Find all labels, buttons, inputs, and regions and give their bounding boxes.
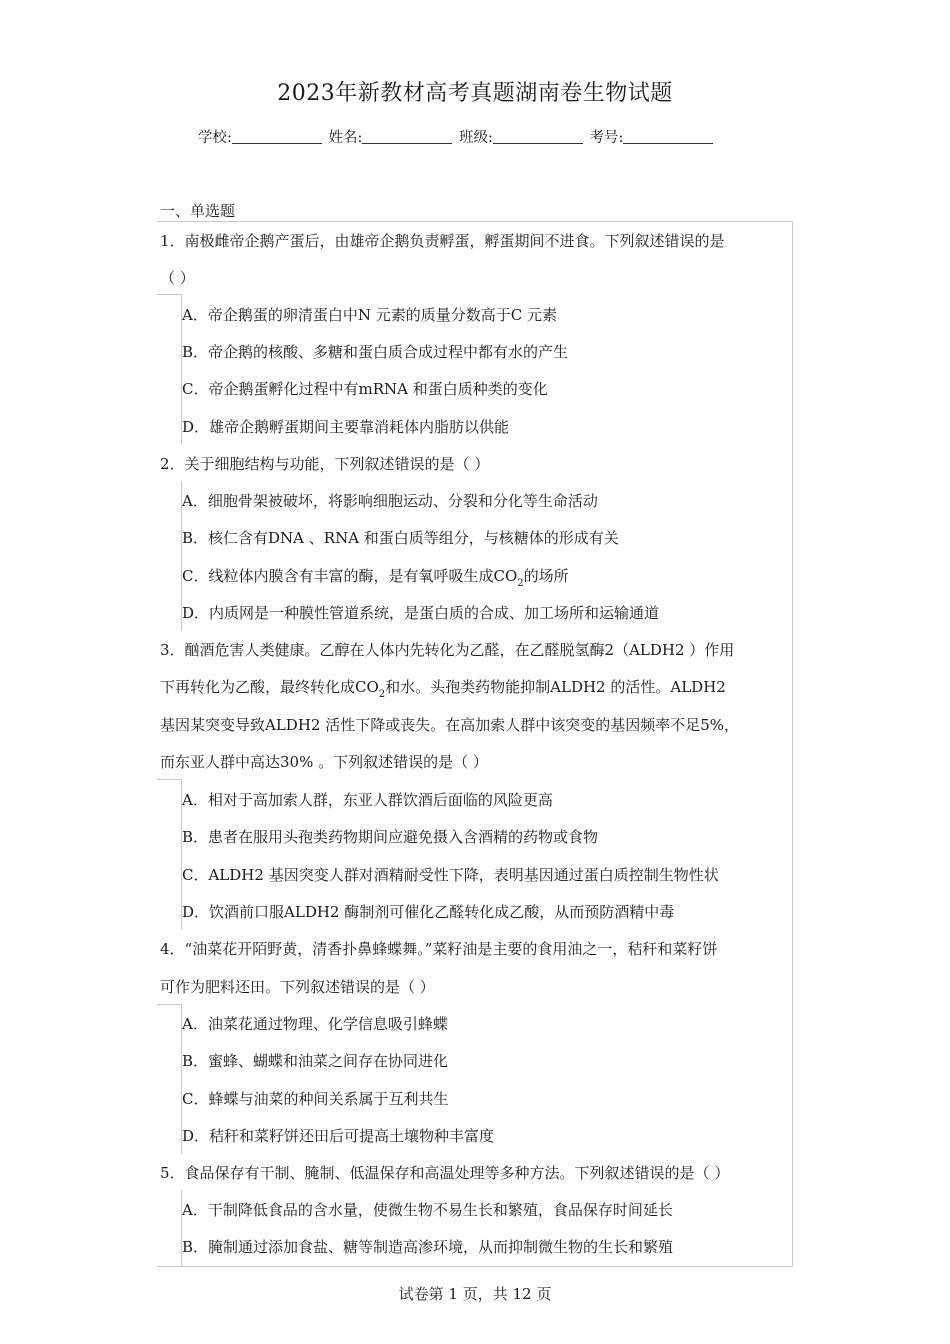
question-1-indent-rule: [157, 294, 181, 295]
question-2-line-1: 2．关于细胞结构与功能，下列叙述错误的是（ ）: [160, 455, 490, 473]
question-2-option-a: A．细胞骨架被破坏，将影响细胞运动、分裂和分化等生命活动: [182, 492, 598, 510]
question-4-option-c: C．蜂蝶与油菜的种间关系属于互利共生: [182, 1090, 449, 1108]
question-2-option-c-tail: 的场所: [523, 567, 569, 585]
question-1-option-b: B．帝企鹅的核酸、多糖和蛋白质合成过程中都有水的产生: [182, 343, 569, 361]
school-blank: [232, 129, 322, 144]
question-3-indent-rule: [157, 779, 181, 780]
class-blank: [493, 129, 583, 144]
question-4-indent-rule: [157, 1004, 181, 1005]
question-2-option-d: D．内质网是一种膜性管道系统，是蛋白质的合成、加工场所和运输通道: [182, 604, 660, 622]
question-3-line-2-text: 下再转化为乙酸，最终转化成CO: [160, 678, 379, 696]
question-4-option-a: A．油菜花通过物理、化学信息吸引蜂蝶: [182, 1015, 448, 1033]
question-1-line-1: 1．南极雌帝企鹅产蛋后，由雄帝企鹅负责孵蛋，孵蛋期间不进食。下列叙述错误的是: [160, 232, 725, 250]
school-label: 学校:: [198, 130, 232, 146]
question-3-line-1: 3．酗酒危害人类健康。乙醇在人体内先转化为乙醛，在乙醛脱氢酶2（ALDH2 ）作用: [160, 641, 735, 659]
page-title: 2023年新教材高考真题湖南卷生物试题: [277, 81, 673, 106]
class-label: 班级:: [459, 130, 493, 146]
question-2-option-c-subscript: 2: [517, 578, 524, 589]
question-5-option-b: B．腌制通过添加食盐、糖等制造高渗环境，从而抑制微生物的生长和繁殖: [182, 1238, 674, 1256]
question-4-line-2: 可作为肥料还田。下列叙述错误的是（ ）: [160, 978, 435, 996]
question-4-option-b: B．蜜蜂、蝴蝶和油菜之间存在协同进化: [182, 1052, 449, 1070]
question-4-option-d: D．秸秆和菜籽饼还田后可提高土壤物种丰富度: [182, 1127, 495, 1145]
exam-number-blank: [623, 129, 713, 144]
question-2-option-c-text: C．线粒体内膜含有丰富的酶，是有氧呼吸生成CO: [182, 567, 518, 585]
question-5-option-a: A．干制降低食品的含水量，使微生物不易生长和繁殖，食品保存时间延长: [182, 1201, 673, 1219]
question-5-line-1: 5．食品保存有干制、腌制、低温保存和高温处理等多种方法。下列叙述错误的是（ ）: [160, 1164, 730, 1182]
question-3-line-2: [160, 677, 726, 705]
question-3-option-b: B．患者在服用头孢类药物期间应避免摄入含酒精的药物或食物: [182, 828, 599, 846]
name-label: 姓名:: [328, 130, 363, 146]
name-blank: [362, 129, 452, 144]
question-4-line-1: 4．“油菜花开陌野黄，清香扑鼻蜂蝶舞。”菜籽油是主要的食用油之一，秸秆和菜籽饼: [160, 940, 718, 958]
page-footer: 试卷第 1 页，共 12 页: [398, 1285, 552, 1303]
question-3-line-2-tail: 和水。头孢类药物能抑制ALDH2 的活性。ALDH2: [385, 678, 726, 696]
question-frame: [157, 221, 793, 1267]
question-3-line-3: 基因某突变导致ALDH2 活性下降或丧失。在高加索人群中该突变的基因频率不足5%，: [160, 716, 740, 734]
question-2-option-b: B．核仁含有DNA 、RNA 和蛋白质等组分，与核糖体的形成有关: [182, 529, 619, 547]
question-1-option-d: D．雄帝企鹅孵蛋期间主要靠消耗体内脂肪以供能: [182, 418, 510, 436]
question-1-option-c: C．帝企鹅蛋孵化过程中有mRNA 和蛋白质种类的变化: [182, 380, 548, 398]
question-1-option-a: A．帝企鹅蛋的卵清蛋白中N 元素的质量分数高于C 元素: [182, 306, 557, 324]
question-3-line-4: 而东亚人群中高达30% 。下列叙述错误的是（ ）: [160, 753, 488, 771]
exam-number-label: 考号:: [589, 130, 624, 146]
question-2-option-c: [182, 566, 569, 594]
question-3-option-c: C．ALDH2 基因突变人群对酒精耐受性下降，表明基因通过蛋白质控制生物性状: [182, 866, 719, 884]
question-3-option-a: A．相对于高加索人群，东亚人群饮酒后面临的风险更高: [182, 791, 553, 809]
question-3-option-d: D．饮酒前口服ALDH2 酶制剂可催化乙醛转化成乙酸，从而预防酒精中毒: [182, 903, 675, 921]
section-heading: 一、单选题: [160, 202, 236, 220]
student-info-line: [198, 126, 715, 147]
question-3-line-2-subscript: 2: [378, 689, 386, 700]
question-1-line-2: （ ）: [160, 269, 195, 287]
